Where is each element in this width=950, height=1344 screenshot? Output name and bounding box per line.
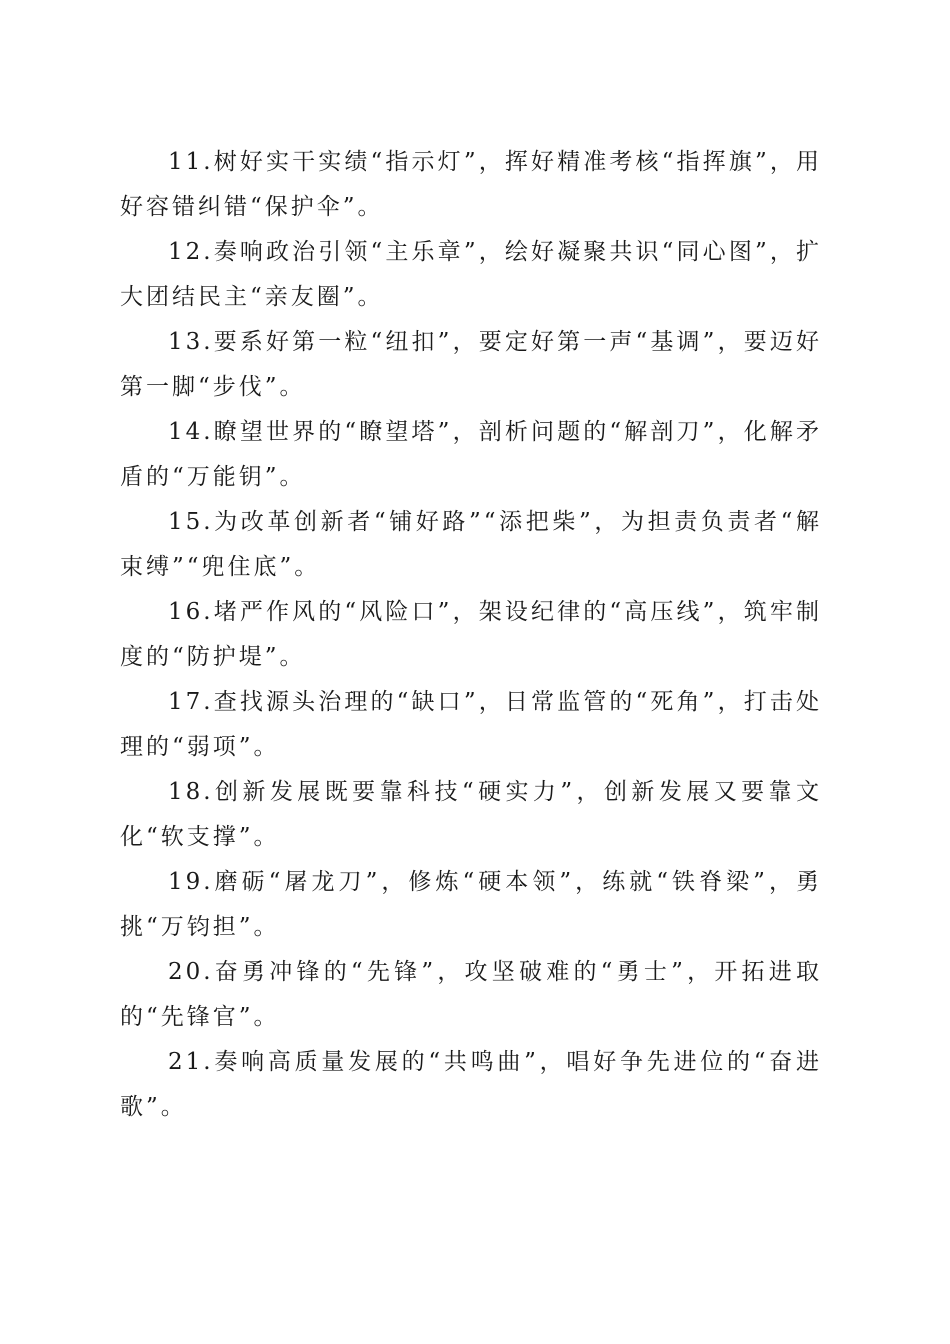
paragraph-15: 15.为改革创新者“铺好路”“添把柴”，为担责负责者“解束缚”“兜住底”。 <box>120 509 822 580</box>
paragraph-13: 13.要系好第一粒“纽扣”，要定好第一声“基调”，要迈好第一脚“步伐”。 <box>120 329 822 400</box>
paragraph-18: 18.创新发展既要靠科技“硬实力”，创新发展又要靠文化“软支撑”。 <box>120 779 822 850</box>
paragraph-11: 11.树好实干实绩“指示灯”，挥好精准考核“指挥旗”，用好容错纠错“保护伞”。 <box>120 149 822 220</box>
paragraph-20: 20.奋勇冲锋的“先锋”，攻坚破难的“勇士”，开拓进取的“先锋官”。 <box>120 959 822 1030</box>
document-body <box>120 140 822 1130</box>
paragraph-17: 17.查找源头治理的“缺口”，日常监管的“死角”，打击处理的“弱项”。 <box>120 689 822 760</box>
paragraph-21: 21.奏响高质量发展的“共鸣曲”，唱好争先进位的“奋进歌”。 <box>120 1049 822 1120</box>
paragraph-16: 16.堵严作风的“风险口”，架设纪律的“高压线”，筑牢制度的“防护堤”。 <box>120 599 822 670</box>
paragraph-14: 14.瞭望世界的“瞭望塔”，剖析问题的“解剖刀”，化解矛盾的“万能钥”。 <box>120 419 822 490</box>
paragraph-12: 12.奏响政治引领“主乐章”，绘好凝聚共识“同心图”，扩大团结民主“亲友圈”。 <box>120 239 822 310</box>
paragraph-19: 19.磨砺“屠龙刀”，修炼“硬本领”，练就“铁脊梁”，勇挑“万钧担”。 <box>120 869 822 940</box>
